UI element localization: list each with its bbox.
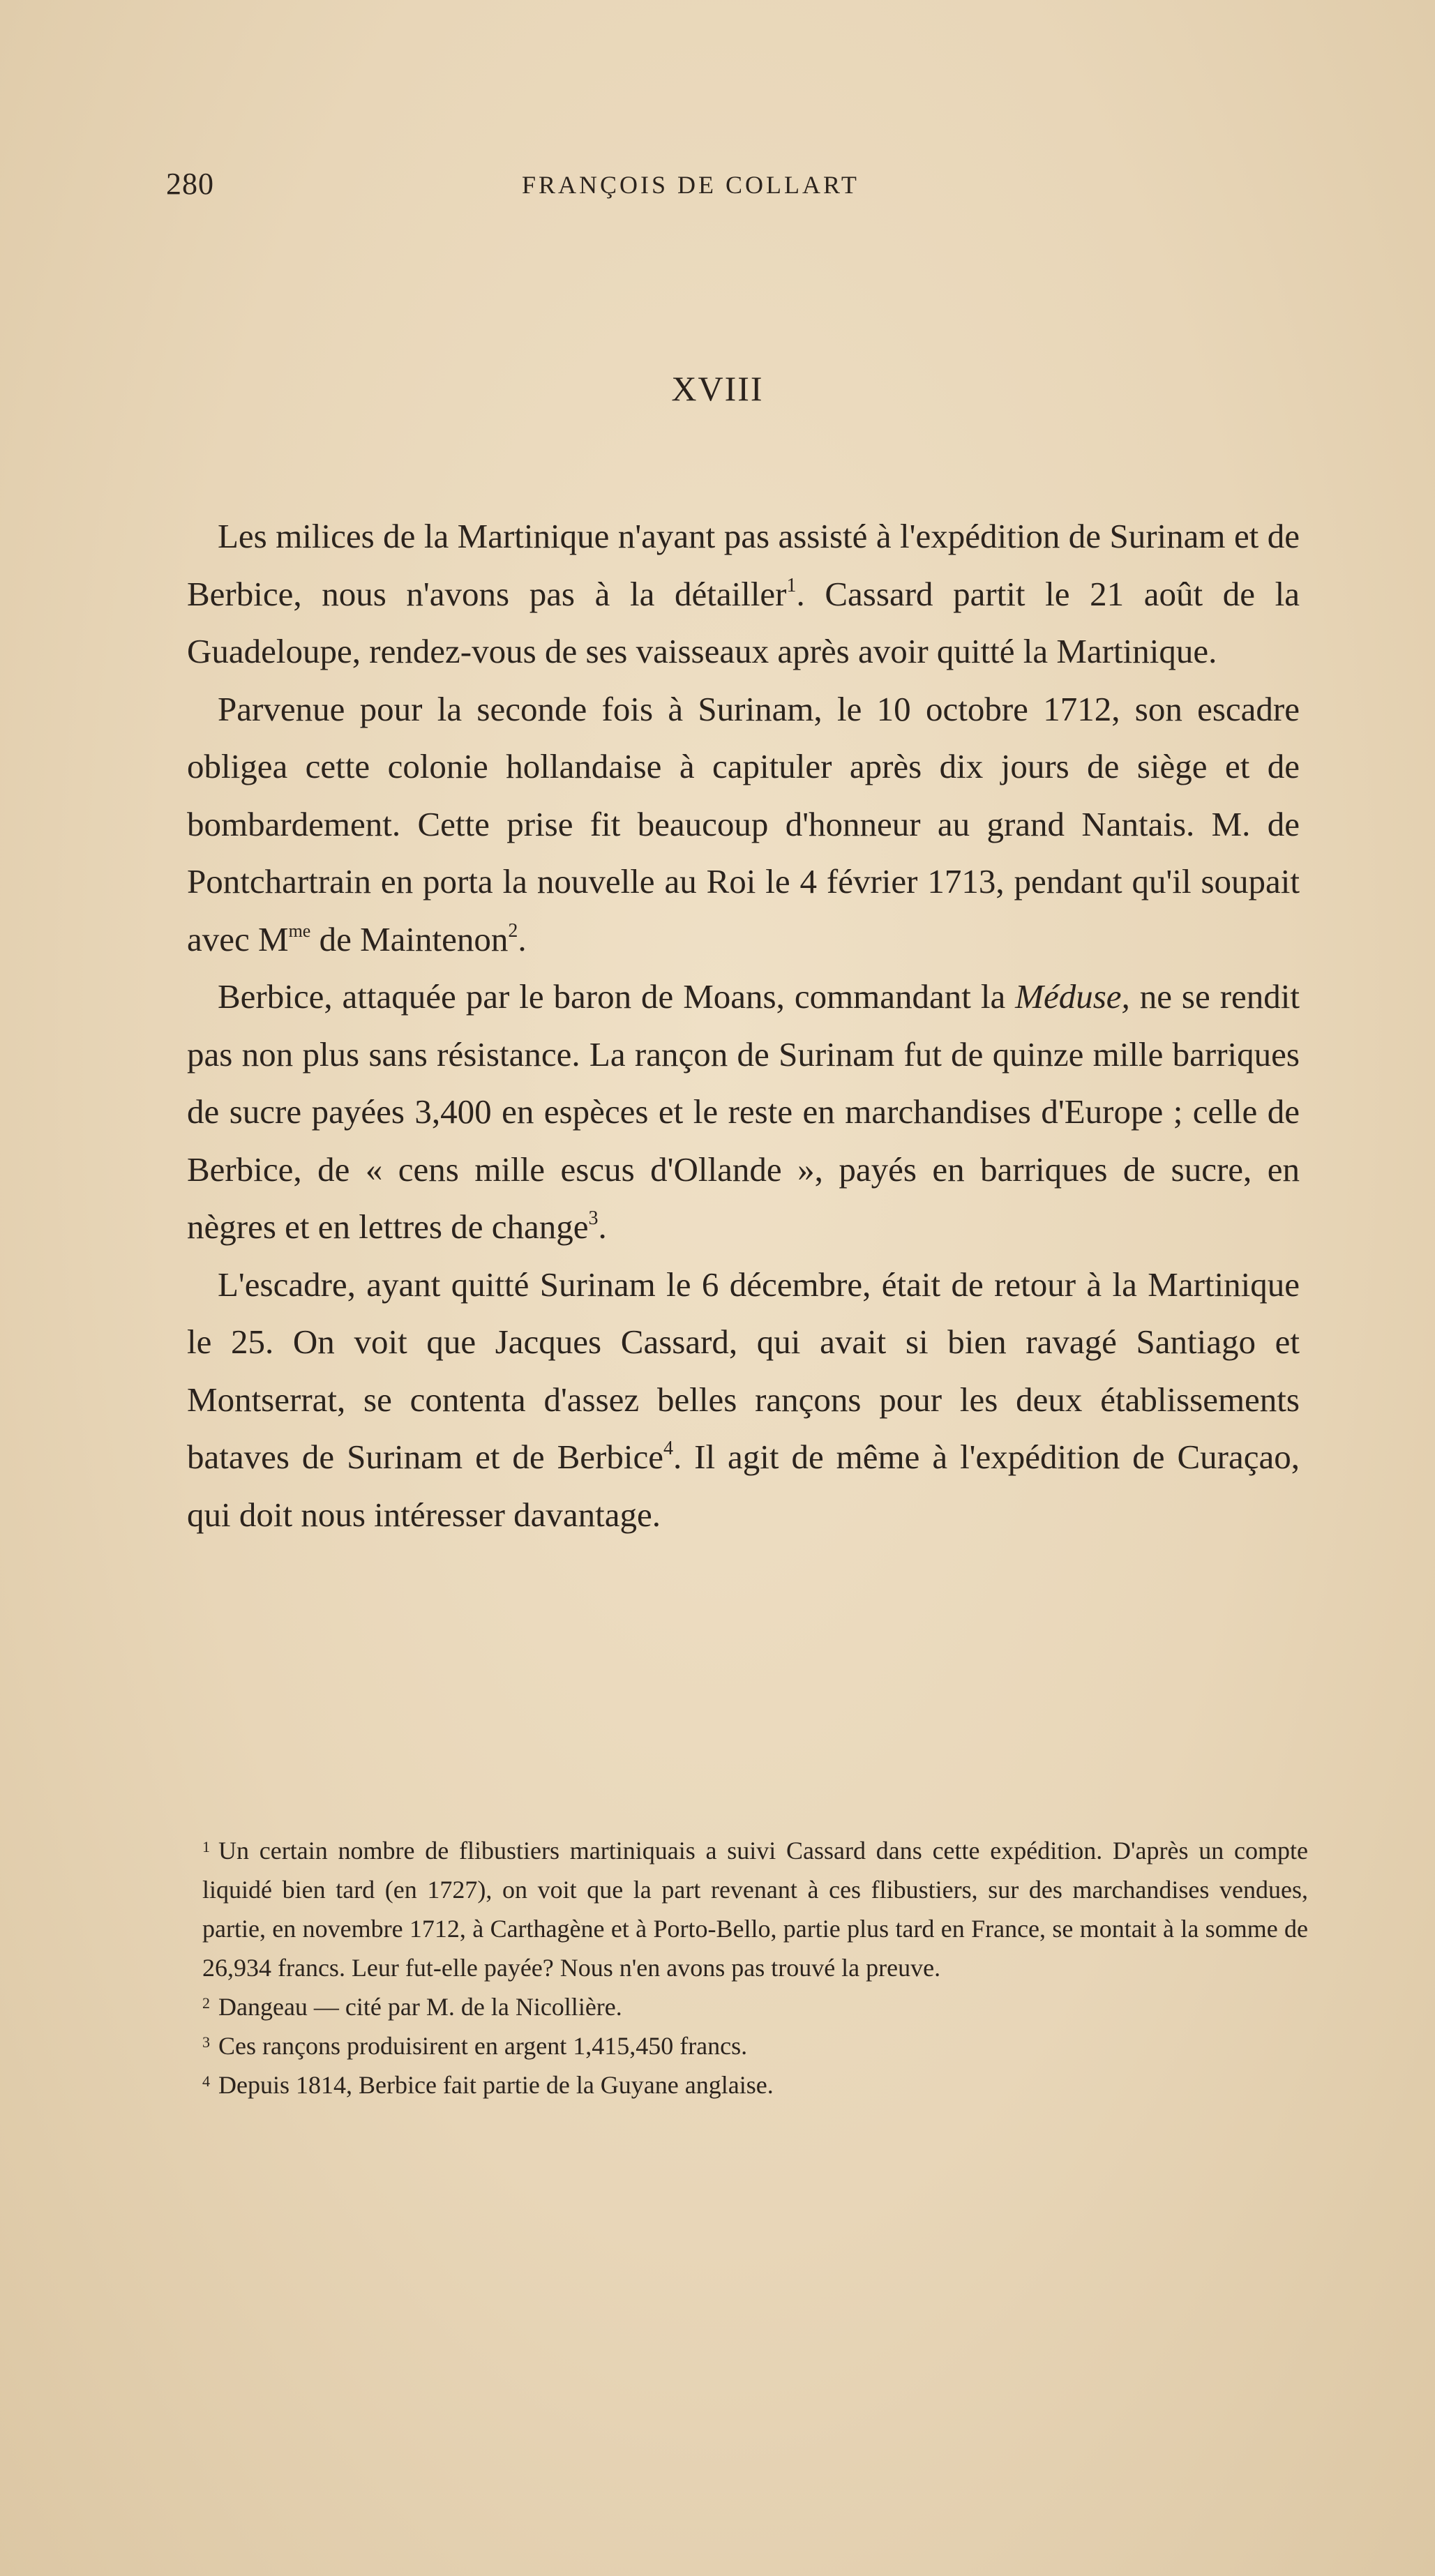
footnote-ref-3: 3 <box>588 1207 599 1229</box>
footnote-text: Un certain nombre de flibustiers martiniquais a suivi Cassard dans cette expédition. D'après un compte liquidé bien tard (en 1727), on voit que la part revenant à ces flibustiers, sur des marchandises vendues, partie, en novembre 1712, à Carthagène et à Porto-Bello, partie plus tard en France, se montait à la somme de 26,934 francs. Leur fut-elle payée? Nous n'en avons pas trouvé la preuve. <box>202 1837 1308 1982</box>
footnote-text: Ces rançons produisirent en argent 1,415,450 francs. <box>218 2032 748 2060</box>
text-run: L'escadre, ayant quitté Surinam le 6 décembre, était de retour à la Martinique le 25. On voit que Jacques Cassard, qui avait si bien ravagé Santiago et Montserrat, se contenta d'assez belles rançons pour les deux établissements bataves de Surinam et de Berbice <box>187 1265 1300 1476</box>
footnote-ref-4: 4 <box>663 1438 673 1459</box>
text-run: . <box>598 1207 607 1246</box>
footnote-text: Depuis 1814, Berbice fait partie de la Guyane anglaise. <box>218 2071 774 2099</box>
paragraph-3 <box>187 968 1300 1256</box>
text-run: Berbice, attaquée par le baron de Moans, commandant la <box>218 977 1016 1016</box>
paragraph-2 <box>187 681 1300 969</box>
body-text <box>187 508 1300 1544</box>
footnote-mark: 3 <box>202 2033 210 2051</box>
page-number: 280 <box>166 167 214 201</box>
ship-name: Méduse, <box>1015 977 1130 1016</box>
footnotes <box>202 1831 1308 2104</box>
paragraph-1 <box>187 508 1300 681</box>
footnote <box>202 1831 1308 1987</box>
footnote-ref-1: 1 <box>786 574 797 596</box>
text-run: Parvenue pour la seconde fois à Surinam, le 10 octobre 1712, son escadre obligea cette colonie hollandaise à capituler après dix jours de siège et de bombardement. Cette prise fit beaucoup d'honneur au grand Nantais. M. de Pontchartrain en porta la nouvelle au Roi le 4 février 1713, pendant qu'il soupait avec M <box>187 689 1300 958</box>
paragraph-4 <box>187 1256 1300 1544</box>
footnote-text: Dangeau — cité par M. de la Nicollière. <box>218 1993 622 2021</box>
text-run: . Il agit de même à l'expédition de Curaçao, qui doit nous intéresser davantage. <box>187 1438 1300 1534</box>
chapter-heading: XVIII <box>671 369 764 408</box>
footnote-ref-2: 2 <box>508 919 518 942</box>
superscript-abbr: me <box>288 920 311 941</box>
running-title: FRANÇOIS DE COLLART <box>522 171 859 199</box>
text-run: ne se rendit pas non plus sans résistance. La rançon de Surinam fut de quinze mille barriques de sucre payées 3,400 en espèces et le reste en marchandises d'Europe ; celle de Berbice, de « cens mille escus d'Ollande », payés en barriques de sucre, en nègres et en lettres de change <box>187 977 1300 1246</box>
footnote-mark: 2 <box>202 1994 210 2012</box>
running-head <box>166 166 1286 208</box>
text-run: de Maintenon <box>310 919 509 958</box>
text-run: Les milices de la Martinique n'ayant pas assisté à l'expédition de Surinam et de Berbice, nous n'avons pas à la détailler <box>187 517 1300 613</box>
footnote-mark: 1 <box>202 1838 210 1855</box>
footnote <box>202 2026 1308 2065</box>
footnote <box>202 1987 1308 2026</box>
text-run: . Cassard partit le 21 août de la Guadeloupe, rendez-vous de ses vaisseaux après avoir quitté la Martinique. <box>187 574 1300 670</box>
footnote-mark: 4 <box>202 2072 210 2090</box>
footnote <box>202 2065 1308 2104</box>
text-run: . <box>518 919 527 958</box>
